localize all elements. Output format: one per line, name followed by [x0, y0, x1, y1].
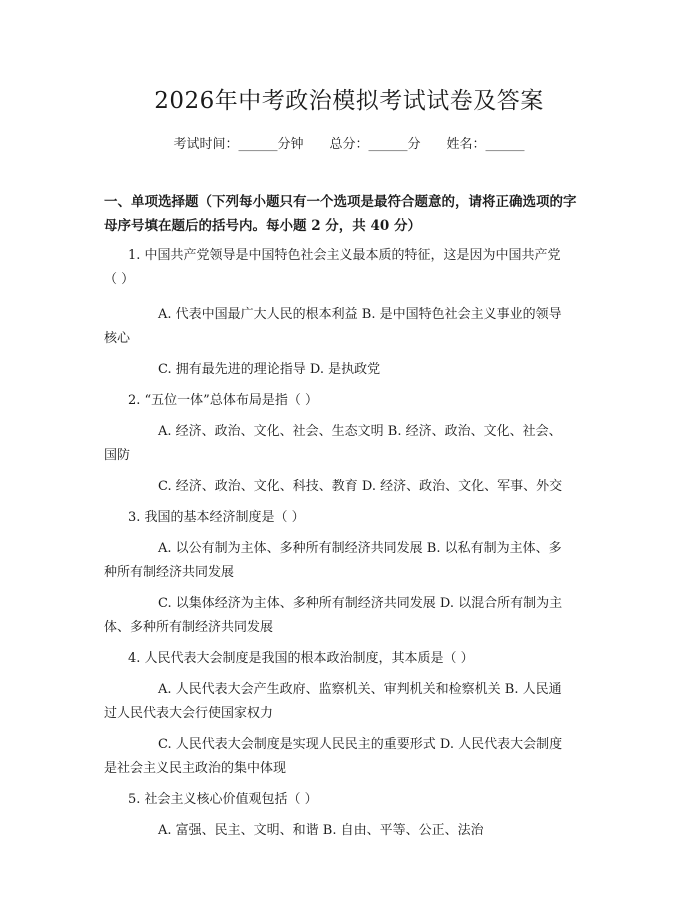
question-4-stem: 4. 人民代表大会制度是我国的根本政治制度，其本质是（ ） [128, 651, 474, 666]
question-4-options-cd: C. 人民代表大会制度是实现人民民主的重要形式 D. 人民代表大会制度 [158, 737, 563, 752]
exam-title: 2026年中考政治模拟考试试卷及答案 [154, 88, 544, 114]
question-3-stem: 3. 我国的基本经济制度是（ ） [128, 510, 305, 525]
question-1-options-ab: A. 代表中国最广大人民的根本利益 B. 是中国特色社会主义事业的领导 [158, 307, 562, 322]
total-score-label: 总分：______分 [329, 137, 421, 152]
exam-time-label: 考试时间：______分钟 [173, 137, 304, 152]
question-4-options-ab: A. 人民代表大会产生政府、监察机关、审判机关和检察机关 B. 人民通 [158, 682, 562, 697]
question-1-options-ab-cont: 核心 [104, 331, 131, 346]
question-2-options-ab-cont: 国防 [104, 448, 131, 463]
question-4-options-cd-cont: 是社会主义民主政治的集中体现 [104, 761, 287, 776]
question-3-options-ab: A. 以公有制为主体、多种所有制经济共同发展 B. 以私有制为主体、多 [158, 541, 562, 556]
section-title-line: 一、单项选择题（下列每小题只有一个选项是最符合题意的，请将正确选项的字 [104, 194, 577, 210]
question-2-options-ab: A. 经济、政治、文化、社会、生态文明 B. 经济、政治、文化、社会、 [158, 424, 562, 439]
question-4-options-ab-cont: 过人民代表大会行使国家权力 [104, 706, 274, 721]
exam-meta [104, 133, 594, 152]
question-1-options-cd: C. 拥有最先进的理论指导 D. 是执政党 [158, 362, 381, 377]
question-1-stem: 1. 中国共产党领导是中国特色社会主义最本质的特征，这是因为中国共产党 [128, 248, 561, 263]
question-5-stem: 5. 社会主义核心价值观包括（ ） [128, 792, 318, 807]
question-3-options-ab-cont: 种所有制经济共同发展 [104, 565, 235, 580]
section-title [104, 190, 594, 238]
question-3-options-cd: C. 以集体经济为主体、多种所有制经济共同发展 D. 以混合所有制为主 [158, 596, 563, 611]
question-2-stem: 2. “五位一体”总体布局是指（ ） [128, 393, 318, 408]
student-name-label: 姓名：______ [446, 137, 525, 152]
question-1-stem-cont: （ ） [104, 272, 135, 287]
question-2-options-cd: C. 经济、政治、文化、科技、教育 D. 经济、政治、文化、军事、外交 [158, 479, 563, 494]
section-title-line: 母序号填在题后的括号内。每小题 2 分，共 40 分） [104, 218, 421, 234]
question-3-options-cd-cont: 体、多种所有制经济共同发展 [104, 620, 274, 635]
question-5-options-ab: A. 富强、民主、文明、和谐 B. 自由、平等、公正、法治 [158, 823, 484, 838]
